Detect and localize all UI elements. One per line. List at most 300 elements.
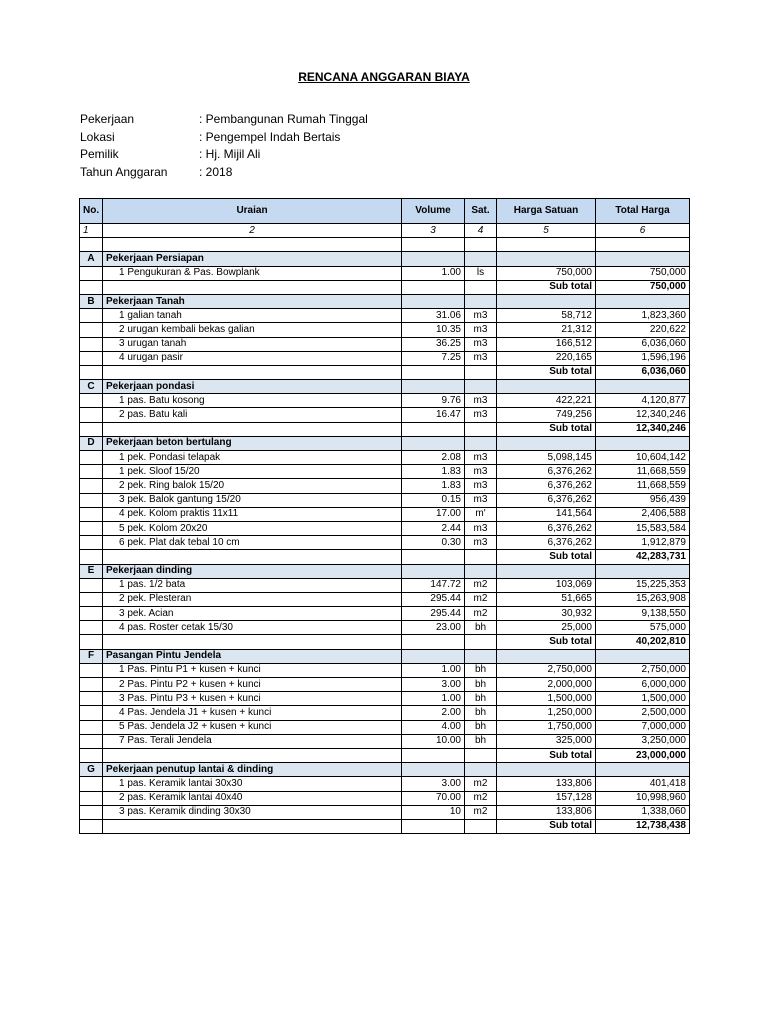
empty-cell (497, 252, 596, 266)
empty-cell (80, 521, 103, 535)
empty-cell (465, 819, 497, 833)
column-number: 5 (497, 224, 596, 238)
item-description: 1 pas. Keramik lantai 30x30 (103, 777, 402, 791)
info-value: : Hj. Mijil Ali (199, 147, 261, 162)
empty-cell (80, 479, 103, 493)
table-row (80, 777, 690, 791)
info-value: : Pembangunan Rumah Tinggal (199, 112, 368, 126)
empty-cell (402, 748, 465, 762)
item-unit: m3 (465, 394, 497, 408)
item-total-price: 4,120,877 (596, 394, 690, 408)
item-total-price: 401,418 (596, 777, 690, 791)
item-description: 1 Pengukuran & Pas. Bowplank (103, 266, 402, 280)
empty-cell (80, 734, 103, 748)
subtotal-row (80, 819, 690, 833)
table-row (80, 394, 690, 408)
section-row (80, 763, 690, 777)
item-unit-price: 1,750,000 (497, 720, 596, 734)
item-unit: m' (465, 507, 497, 521)
empty-cell (80, 777, 103, 791)
item-unit: m2 (465, 607, 497, 621)
item-unit-price: 133,806 (497, 777, 596, 791)
item-unit-price: 6,376,262 (497, 493, 596, 507)
item-description: 2 urugan kembali bekas galian (103, 323, 402, 337)
item-volume: 70.00 (402, 791, 465, 805)
section-name: Pekerjaan dinding (103, 564, 402, 578)
item-unit: bh (465, 621, 497, 635)
item-volume: 1.00 (402, 266, 465, 280)
item-volume: 7.25 (402, 351, 465, 365)
empty-cell (402, 380, 465, 394)
info-value: : Pengempel Indah Bertais (199, 129, 341, 144)
item-unit: m3 (465, 493, 497, 507)
item-unit: ls (465, 266, 497, 280)
info-row-tahun-anggaran (80, 164, 368, 182)
item-description: 2 pas. Keramik lantai 40x40 (103, 791, 402, 805)
empty-cell (103, 635, 402, 649)
item-unit: m3 (465, 408, 497, 422)
empty-cell (465, 436, 497, 450)
item-total-price: 1,500,000 (596, 692, 690, 706)
item-volume: 4.00 (402, 720, 465, 734)
empty-cell (80, 365, 103, 379)
table-row (80, 621, 690, 635)
item-total-price: 15,263,908 (596, 592, 690, 606)
empty-cell (80, 536, 103, 550)
item-volume: 0.30 (402, 536, 465, 550)
subtotal-label: Sub total (497, 748, 596, 762)
empty-cell (465, 294, 497, 308)
empty-cell (402, 252, 465, 266)
item-unit: m3 (465, 309, 497, 323)
item-description: 3 pek. Balok gantung 15/20 (103, 493, 402, 507)
section-code: E (80, 564, 103, 578)
item-description: 1 pas. 1/2 bata (103, 578, 402, 592)
item-volume: 9.76 (402, 394, 465, 408)
empty-cell (596, 294, 690, 308)
empty-cell (80, 621, 103, 635)
section-row (80, 649, 690, 663)
item-total-price: 750,000 (596, 266, 690, 280)
table-row (80, 408, 690, 422)
subtotal-label: Sub total (497, 550, 596, 564)
budget-table (79, 198, 690, 834)
subtotal-row (80, 365, 690, 379)
empty-cell (402, 649, 465, 663)
item-unit-price: 25,000 (497, 621, 596, 635)
item-unit: bh (465, 720, 497, 734)
table-row (80, 720, 690, 734)
item-description: 1 pas. Batu kosong (103, 394, 402, 408)
subtotal-label: Sub total (497, 422, 596, 436)
empty-cell (596, 252, 690, 266)
item-total-price: 575,000 (596, 621, 690, 635)
item-total-price: 11,668,559 (596, 465, 690, 479)
item-total-price: 6,000,000 (596, 678, 690, 692)
section-row (80, 564, 690, 578)
empty-cell (402, 564, 465, 578)
info-row-pemilik (80, 146, 368, 164)
empty-cell (497, 436, 596, 450)
item-unit: m3 (465, 323, 497, 337)
empty-cell (402, 280, 465, 294)
item-unit: m3 (465, 465, 497, 479)
subtotal-value: 12,738,438 (596, 819, 690, 833)
item-unit-price: 30,932 (497, 607, 596, 621)
item-volume: 2.08 (402, 451, 465, 465)
item-unit: m3 (465, 337, 497, 351)
empty-cell (80, 791, 103, 805)
empty-cell (80, 451, 103, 465)
table-row (80, 692, 690, 706)
empty-cell (103, 280, 402, 294)
item-volume: 31.06 (402, 309, 465, 323)
empty-cell (465, 763, 497, 777)
item-description: 4 pek. Kolom praktis 11x11 (103, 507, 402, 521)
empty-cell (497, 564, 596, 578)
empty-cell (80, 706, 103, 720)
table-row (80, 479, 690, 493)
item-total-price: 1,912,879 (596, 536, 690, 550)
item-total-price: 220,622 (596, 323, 690, 337)
item-unit-price: 749,256 (497, 408, 596, 422)
empty-cell (596, 649, 690, 663)
item-description: 7 Pas. Terali Jendela (103, 734, 402, 748)
item-description: 1 pek. Sloof 15/20 (103, 465, 402, 479)
item-unit-price: 1,250,000 (497, 706, 596, 720)
item-description: 4 urugan pasir (103, 351, 402, 365)
column-number: 3 (402, 224, 465, 238)
empty-cell (80, 493, 103, 507)
item-unit: m2 (465, 791, 497, 805)
empty-cell (596, 380, 690, 394)
info-label: Pekerjaan (80, 112, 135, 126)
table-header-row (80, 199, 690, 224)
table-row (80, 536, 690, 550)
item-description: 3 Pas. Pintu P3 + kusen + kunci (103, 692, 402, 706)
item-unit-price: 6,376,262 (497, 521, 596, 535)
item-unit-price: 1,500,000 (497, 692, 596, 706)
header-harga-satuan: Harga Satuan (497, 199, 596, 224)
section-code: G (80, 763, 103, 777)
table-row (80, 663, 690, 677)
empty-cell (80, 635, 103, 649)
header-sat: Sat. (465, 199, 497, 224)
empty-cell (465, 422, 497, 436)
item-description: 3 pas. Keramik dinding 30x30 (103, 805, 402, 819)
table-row (80, 351, 690, 365)
header-no: No. (80, 199, 103, 224)
empty-cell (80, 692, 103, 706)
table-row (80, 706, 690, 720)
item-description: 2 pek. Plesteran (103, 592, 402, 606)
item-description: 1 pek. Pondasi telapak (103, 451, 402, 465)
empty-cell (80, 748, 103, 762)
subtotal-value: 42,283,731 (596, 550, 690, 564)
document-title: RENCANA ANGGARAN BIAYA (298, 70, 470, 84)
empty-cell (80, 819, 103, 833)
section-code: A (80, 252, 103, 266)
empty-cell (80, 607, 103, 621)
item-unit-price: 6,376,262 (497, 536, 596, 550)
table-row (80, 337, 690, 351)
item-volume: 10.00 (402, 734, 465, 748)
item-unit-price: 325,000 (497, 734, 596, 748)
section-row (80, 294, 690, 308)
item-volume: 10.35 (402, 323, 465, 337)
empty-row (80, 238, 690, 252)
table-row (80, 309, 690, 323)
section-code: B (80, 294, 103, 308)
empty-cell (80, 280, 103, 294)
empty-cell (103, 422, 402, 436)
item-volume: 1.83 (402, 465, 465, 479)
item-description: 3 urugan tanah (103, 337, 402, 351)
item-unit-price: 2,750,000 (497, 663, 596, 677)
table-row (80, 465, 690, 479)
empty-cell (402, 422, 465, 436)
item-unit: m3 (465, 479, 497, 493)
item-unit-price: 5,098,145 (497, 451, 596, 465)
item-unit: m2 (465, 578, 497, 592)
item-unit-price: 103,069 (497, 578, 596, 592)
subtotal-row (80, 635, 690, 649)
empty-cell (80, 507, 103, 521)
item-total-price: 15,225,353 (596, 578, 690, 592)
item-description: 4 Pas. Jendela J1 + kusen + kunci (103, 706, 402, 720)
info-row-lokasi (80, 129, 368, 147)
empty-cell (596, 436, 690, 450)
subtotal-row (80, 280, 690, 294)
item-total-price: 6,036,060 (596, 337, 690, 351)
subtotal-label: Sub total (497, 635, 596, 649)
info-label: Tahun Anggaran (80, 165, 168, 180)
empty-cell (80, 309, 103, 323)
item-description: 5 pek. Kolom 20x20 (103, 521, 402, 535)
item-total-price: 1,823,360 (596, 309, 690, 323)
table-row (80, 578, 690, 592)
item-unit-price: 166,512 (497, 337, 596, 351)
item-description: 6 pek. Plat dak tebal 10 cm (103, 536, 402, 550)
empty-cell (103, 365, 402, 379)
section-name: Pekerjaan pondasi (103, 380, 402, 394)
item-unit: m3 (465, 536, 497, 550)
column-number: 4 (465, 224, 497, 238)
item-description: 2 Pas. Pintu P2 + kusen + kunci (103, 678, 402, 692)
item-description: 3 pek. Acian (103, 607, 402, 621)
section-code: F (80, 649, 103, 663)
item-total-price: 1,338,060 (596, 805, 690, 819)
empty-cell (402, 635, 465, 649)
section-code: D (80, 436, 103, 450)
empty-cell (497, 380, 596, 394)
table-row (80, 592, 690, 606)
item-unit-price: 21,312 (497, 323, 596, 337)
empty-cell (402, 550, 465, 564)
item-volume: 36.25 (402, 337, 465, 351)
empty-cell (80, 408, 103, 422)
table-row (80, 805, 690, 819)
empty-cell (80, 663, 103, 677)
empty-cell (402, 763, 465, 777)
empty-cell (465, 280, 497, 294)
item-unit-price: 422,221 (497, 394, 596, 408)
item-volume: 1.00 (402, 692, 465, 706)
table-row (80, 507, 690, 521)
empty-cell (465, 252, 497, 266)
empty-cell (80, 678, 103, 692)
item-total-price: 12,340,246 (596, 408, 690, 422)
item-total-price: 1,596,196 (596, 351, 690, 365)
subtotal-row (80, 422, 690, 436)
item-unit-price: 51,665 (497, 592, 596, 606)
table-row (80, 323, 690, 337)
empty-cell (80, 805, 103, 819)
table-row (80, 493, 690, 507)
empty-cell (465, 380, 497, 394)
subtotal-row (80, 550, 690, 564)
empty-cell (465, 365, 497, 379)
item-total-price: 10,604,142 (596, 451, 690, 465)
info-label: Lokasi (80, 129, 115, 144)
item-unit: m3 (465, 351, 497, 365)
empty-cell (80, 578, 103, 592)
subtotal-value: 40,202,810 (596, 635, 690, 649)
item-unit: m3 (465, 521, 497, 535)
subtotal-value: 23,000,000 (596, 748, 690, 762)
empty-cell (80, 422, 103, 436)
item-unit: m2 (465, 592, 497, 606)
item-unit: bh (465, 678, 497, 692)
item-volume: 295.44 (402, 592, 465, 606)
empty-cell (402, 819, 465, 833)
table-row (80, 607, 690, 621)
empty-cell (596, 564, 690, 578)
column-number: 6 (596, 224, 690, 238)
section-code: C (80, 380, 103, 394)
empty-cell (465, 635, 497, 649)
subtotal-value: 6,036,060 (596, 365, 690, 379)
item-volume: 1.00 (402, 663, 465, 677)
section-name: Pekerjaan Tanah (103, 294, 402, 308)
item-description: 2 pas. Batu kali (103, 408, 402, 422)
table-row (80, 678, 690, 692)
empty-cell (80, 266, 103, 280)
item-unit: bh (465, 734, 497, 748)
item-description: 5 Pas. Jendela J2 + kusen + kunci (103, 720, 402, 734)
item-unit-price: 133,806 (497, 805, 596, 819)
item-unit: bh (465, 663, 497, 677)
empty-cell (80, 720, 103, 734)
empty-cell (465, 649, 497, 663)
item-total-price: 2,500,000 (596, 706, 690, 720)
empty-cell (103, 819, 402, 833)
item-total-price: 2,750,000 (596, 663, 690, 677)
item-volume: 0.15 (402, 493, 465, 507)
info-row-pekerjaan (80, 111, 368, 129)
info-label: Pemilik (80, 147, 119, 162)
item-total-price: 9,138,550 (596, 607, 690, 621)
empty-cell (80, 351, 103, 365)
item-description: 4 pas. Roster cetak 15/30 (103, 621, 402, 635)
subtotal-label: Sub total (497, 365, 596, 379)
section-row (80, 436, 690, 450)
subtotal-label: Sub total (497, 280, 596, 294)
table-row (80, 266, 690, 280)
item-unit: m2 (465, 777, 497, 791)
empty-cell (402, 436, 465, 450)
item-unit: m3 (465, 451, 497, 465)
item-volume: 1.83 (402, 479, 465, 493)
subtotal-value: 750,000 (596, 280, 690, 294)
item-unit: bh (465, 692, 497, 706)
item-unit-price: 2,000,000 (497, 678, 596, 692)
empty-cell (103, 550, 402, 564)
item-volume: 3.00 (402, 777, 465, 791)
budget-table-body (80, 238, 690, 834)
empty-cell (80, 394, 103, 408)
item-unit-price: 6,376,262 (497, 479, 596, 493)
empty-cell (465, 564, 497, 578)
subtotal-label: Sub total (497, 819, 596, 833)
empty-cell (80, 592, 103, 606)
empty-cell (402, 365, 465, 379)
column-number-row (80, 224, 690, 238)
header-volume: Volume (402, 199, 465, 224)
item-description: 2 pek. Ring balok 15/20 (103, 479, 402, 493)
empty-cell (80, 323, 103, 337)
empty-cell (80, 337, 103, 351)
table-row (80, 791, 690, 805)
item-unit: m2 (465, 805, 497, 819)
empty-cell (80, 550, 103, 564)
subtotal-value: 12,340,246 (596, 422, 690, 436)
table-row (80, 734, 690, 748)
section-name: Pasangan Pintu Jendela (103, 649, 402, 663)
item-unit-price: 58,712 (497, 309, 596, 323)
section-row (80, 380, 690, 394)
item-volume: 17.00 (402, 507, 465, 521)
item-unit-price: 220,165 (497, 351, 596, 365)
item-description: 1 Pas. Pintu P1 + kusen + kunci (103, 663, 402, 677)
item-volume: 23.00 (402, 621, 465, 635)
item-volume: 10 (402, 805, 465, 819)
item-unit: bh (465, 706, 497, 720)
header-uraian: Uraian (103, 199, 402, 224)
item-volume: 147.72 (402, 578, 465, 592)
item-volume: 295.44 (402, 607, 465, 621)
item-volume: 16.47 (402, 408, 465, 422)
empty-cell (497, 763, 596, 777)
empty-cell (103, 748, 402, 762)
item-total-price: 11,668,559 (596, 479, 690, 493)
item-total-price: 2,406,588 (596, 507, 690, 521)
item-description: 1 galian tanah (103, 309, 402, 323)
item-total-price: 15,583,584 (596, 521, 690, 535)
item-unit-price: 6,376,262 (497, 465, 596, 479)
empty-cell (80, 465, 103, 479)
empty-cell (465, 748, 497, 762)
item-volume: 2.00 (402, 706, 465, 720)
item-unit-price: 750,000 (497, 266, 596, 280)
project-info (80, 111, 368, 182)
subtotal-row (80, 748, 690, 762)
empty-cell (497, 649, 596, 663)
section-name: Pekerjaan Persiapan (103, 252, 402, 266)
empty-cell (497, 294, 596, 308)
item-total-price: 10,998,960 (596, 791, 690, 805)
item-total-price: 956,439 (596, 493, 690, 507)
